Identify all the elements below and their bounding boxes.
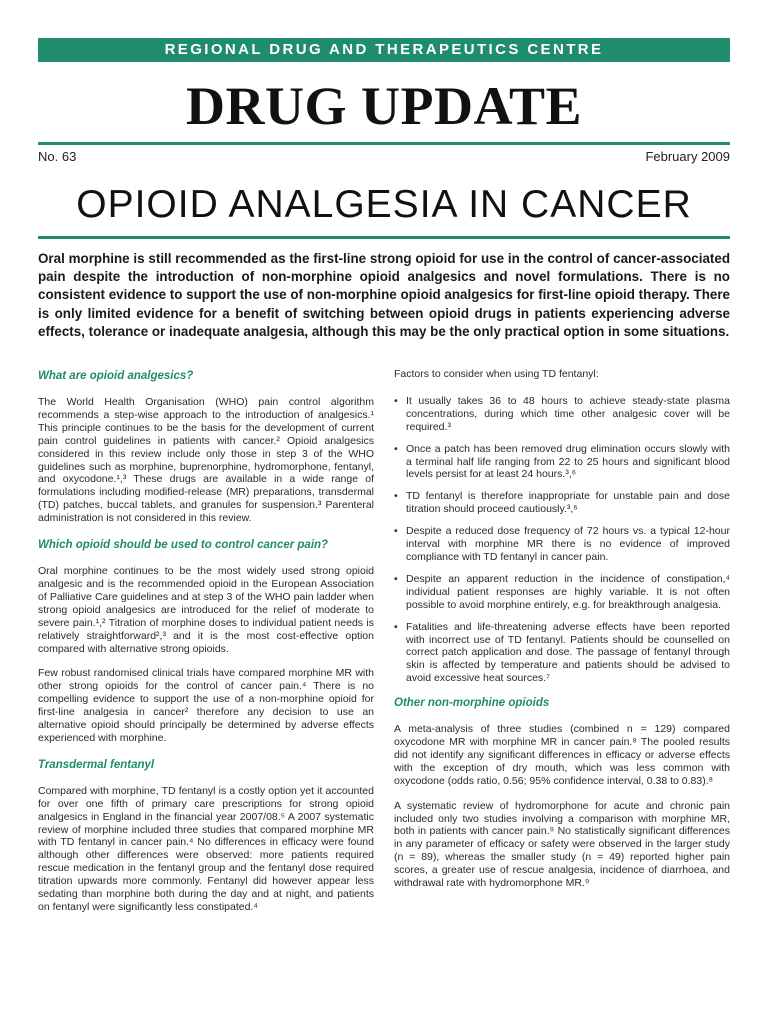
bullet-icon: • <box>394 442 398 455</box>
list-item: • Fatalities and life-threatening adverse effects have been reported with incorrect use of TD fentanyl. Patients should be counselled on correct patch application and dose. The passage of fentanyl through skin is affected by temperature and patients should be advised to avoid excessive heat sources.⁷ <box>394 620 730 685</box>
bullet-icon: • <box>394 490 398 503</box>
factors-lead: Factors to consider when using TD fentanyl: <box>394 368 599 380</box>
paragraph: A systematic review of hydromorphone for acute and chronic pain included only two studies involving a comparison with morphine MR, both in patients with cancer pain.⁹ No statistically significant differences in any parameter of efficacy or safety were observed in the larger study (n = 89), whereas the smaller study (n = 49) reported higher pain scores, a greater use of rescue analgesia, incidence of diarrhoea, and withdrawal rate with hydromorphone MR.⁹ <box>394 799 730 890</box>
bullet-icon: • <box>394 572 398 585</box>
paragraph: A meta-analysis of three studies (combined n = 129) compared oxycodone MR with morphine MR in cancer pain.⁸ The pooled results did not identify any significant differences in efficacy or adverse effects with the exception of dry mouth, which was less common with oxycodone (odds ratio, 0.56; 95% confidence interval, 0.38 to 0.83).⁸ <box>394 723 730 787</box>
bullet-icon: • <box>394 620 398 633</box>
section-heading-transdermal-fentanyl: Transdermal fentanyl <box>38 758 155 771</box>
issue-number: No. 63 <box>38 149 77 164</box>
masthead: DRUG UPDATE <box>186 76 582 136</box>
section-heading-which-opioid: Which opioid should be used to control cancer pain? <box>38 539 329 552</box>
paragraph: The World Health Organisation (WHO) pain control algorithm recommends a step-wise approach to the introduction of analgesics.¹ This principle continues to be the basis for the development of current pain control guidelines in patients with cancer.² Opioid analgesics considered in this review include only those in step 3 of the WHO guidelines such as morphine, buprenorphine, hydromorphone, fentanyl, and oxycodone.¹,³ These drugs are available in a wide range of formulations including modified-release (MR) preparations, transdermal (TD) patches, buccal tablets, and granules for suspension.³ Parenteral administration is not considered in this review. <box>38 396 374 525</box>
publisher-banner: REGIONAL DRUG AND THERAPEUTICS CENTRE <box>38 38 730 62</box>
article-title: OPIOID ANALGESIA IN CANCER <box>76 183 692 226</box>
section-heading-what-are-opioids: What are opioid analgesics? <box>38 370 194 382</box>
title-divider <box>38 236 730 239</box>
list-item: • It usually takes 36 to 48 hours to achieve steady-state plasma concentrations, during which time other analgesic cover will be required.³ <box>394 394 730 433</box>
list-item: • TD fentanyl is therefore inappropriate for unstable pain and dose titration should proceed cautiously.³,⁶ <box>394 490 730 516</box>
bullet-icon: • <box>394 394 398 407</box>
bullet-icon: • <box>394 525 398 538</box>
factors-list <box>394 395 730 685</box>
left-column <box>38 368 374 926</box>
right-column <box>394 368 730 902</box>
issue-date: February 2009 <box>645 149 730 164</box>
list-item: • Despite an apparent reduction in the incidence of constipation,⁴ individual patient responses are highly variable. It is not often possible to avoid morphine entirely, e.g. for breakthrough analgesia. <box>394 572 730 611</box>
list-item: • Despite a reduced dose frequency of 72 hours vs. a typical 12-hour interval with morphine MR there is no evidence of improved compliance with TD fentanyl in cancer pain. <box>394 525 730 563</box>
paragraph: Few robust randomised clinical trials have compared morphine MR with other strong opioids for the control of cancer pain.⁴ There is no compelling evidence to support the use of a non-morphine opioid for first-line analgesia in cancer² therefore any decision to use an alternative opioid should principally be determined by adverse effects experienced with morphine. <box>38 667 374 744</box>
paragraph: Oral morphine continues to be the most widely used strong opioid analgesic and is the recommended opioid in the European Association of Palliative Care guidelines and at step 3 of the WHO pain ladder when strong opioid analgesics are introduced for the relief of moderate to severe pain.¹,² Titration of morphine doses to individual patient needs is relatively straightforward²,³ and it is the most cost-effective option compared with alternative strong opioids. <box>38 565 374 655</box>
paragraph: Compared with morphine, TD fentanyl is a costly option yet it accounted for over one fifth of primary care prescriptions for strong opioid analgesics in England in the financial year 2007/08.⁵ A 2007 systematic review of morphine included three studies that compared morphine MR with TD fentanyl in cancer pain.⁴ No differences in efficacy were found although other differences were observed: more patients required rescue medication in the fentanyl group and the fentanyl dose required titration upwards more commonly. Fentanyl did however appear less sedating than morphine both during the day and at night, and patients on fentanyl were significantly less constipated.⁴ <box>38 784 374 913</box>
list-item: • Once a patch has been removed drug elimination occurs slowly with a terminal half life ranging from 22 to 25 hours and significant blood levels persist for at least 24 hours.³,⁶ <box>394 442 730 481</box>
masthead-divider <box>38 142 730 145</box>
section-heading-other-non-morphine: Other non-morphine opioids <box>394 697 550 710</box>
intro-summary: Oral morphine is still recommended as the first-line strong opioid for use in the control of cancer-associated pain despite the introduction of non-morphine opioid analgesics and novel formulations. There is no consistent evidence to support the use of non-morphine opioid analgesics for first-line opioid therapy. There is only limited evidence for a benefit of switching between opioid drugs in patients experiencing adverse effects, tolerance or inadequate analgesia, although this may be the only practical option in some situations. <box>38 251 730 339</box>
